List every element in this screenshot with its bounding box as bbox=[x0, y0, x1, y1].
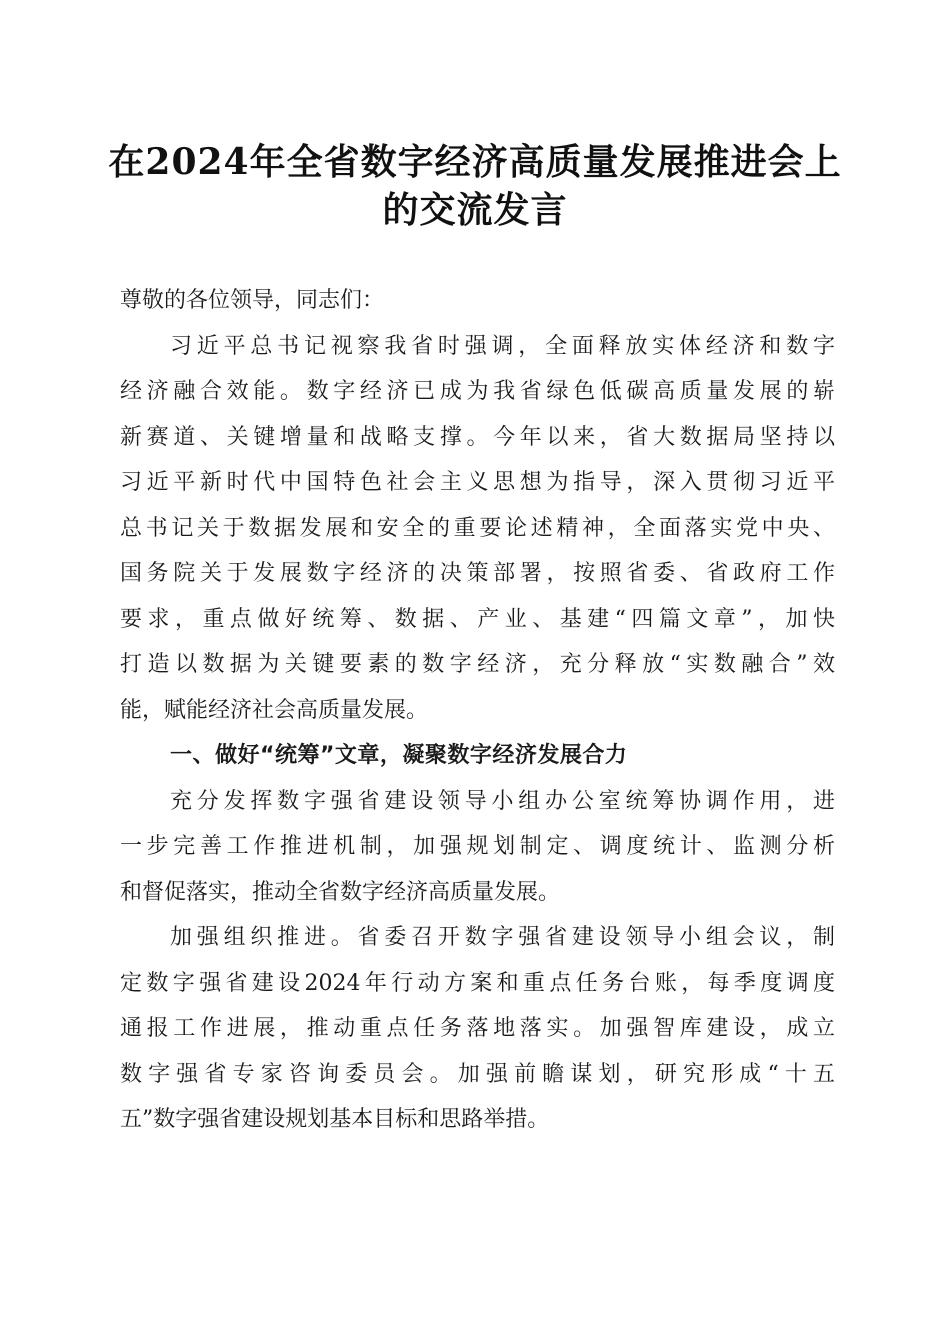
paragraph-1-line: 打造以数据为关键要素的数字经济，充分释放“实数融合”效 bbox=[120, 652, 835, 677]
paragraph-1 bbox=[120, 324, 835, 734]
title-line-1: 在2024年全省数字经济高质量发展推进会上 bbox=[108, 141, 842, 183]
paragraph-3 bbox=[120, 915, 835, 1143]
paragraph-1-line: 总书记关于数据发展和安全的重要论述精神，全面落实党中央、 bbox=[120, 515, 835, 541]
paragraph-3-line: 数字强省专家咨询委员会。加强前瞻谋划，研究形成“十五 bbox=[120, 1061, 835, 1087]
paragraph-2-line: 一步完善工作推进机制，加强规划制定、调度统计、监测分析 bbox=[120, 834, 835, 859]
paragraph-1-line: 国务院关于发展数字经济的决策部署，按照省委、省政府工作 bbox=[120, 561, 835, 586]
paragraph-2-line: 充分发挥数字强省建设领导小组办公室统筹协调作用，进 bbox=[170, 788, 835, 814]
paragraph-1-line: 新赛道、关键增量和战略支撑。今年以来，省大数据局坚持以 bbox=[120, 424, 835, 450]
paragraph-3-line: 定数字强省建设2024年行动方案和重点任务台账，每季度调度 bbox=[120, 970, 835, 996]
title-line-2: 的交流发言 bbox=[382, 189, 568, 231]
paragraph-1-line: 经济融合效能。数字经济已成为我省绿色低碳高质量发展的崭 bbox=[120, 379, 835, 404]
paragraph-3-line: 通报工作进展，推动重点任务落地落实。加强智库建设，成立 bbox=[120, 1016, 835, 1041]
paragraph-1-line: 习近平总书记视察我省时强调，全面释放实体经济和数字 bbox=[170, 333, 835, 359]
paragraph-1-line: 能，赋能经济社会高质量发展。 bbox=[120, 697, 429, 723]
section-heading-1: 一、做好“统筹”文章，凝聚数字经济发展合力 bbox=[170, 743, 628, 768]
paragraph-2-line: 和督促落实，推动全省数字经济高质量发展。 bbox=[120, 879, 561, 905]
document-body bbox=[120, 278, 835, 1143]
paragraph-3-line: 加强组织推进。省委召开数字强省建设领导小组会议，制 bbox=[170, 925, 835, 950]
salutation: 尊敬的各位领导，同志们： bbox=[120, 288, 385, 313]
paragraph-3-line: 五”数字强省建设规划基本目标和思路举措。 bbox=[120, 1107, 550, 1132]
paragraph-2 bbox=[120, 779, 835, 916]
paragraph-1-line: 习近平新时代中国特色社会主义思想为指导，深入贯彻习近平 bbox=[120, 470, 835, 495]
paragraph-1-line: 要求，重点做好统筹、数据、产业、基建“四篇文章”，加快 bbox=[120, 606, 835, 632]
document-title bbox=[100, 138, 850, 234]
